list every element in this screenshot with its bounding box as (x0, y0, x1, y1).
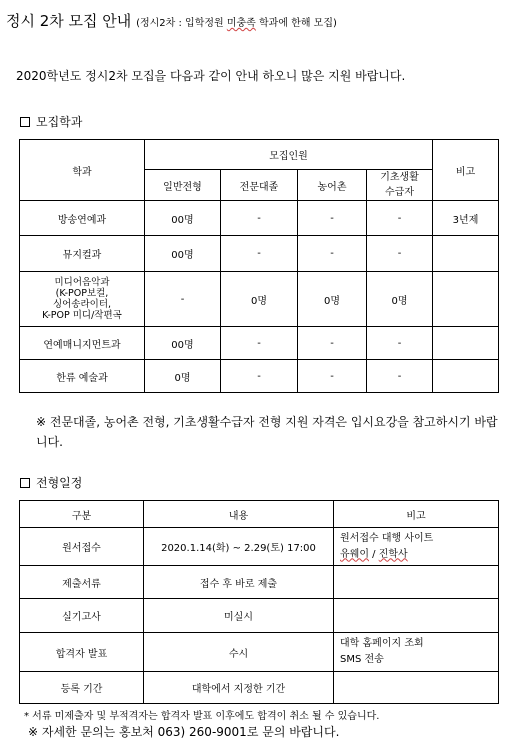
header-regular: 일반전형 (145, 170, 221, 201)
specialist-count: 0명 (221, 272, 298, 327)
table-row (20, 528, 499, 566)
specialist-count: - (221, 360, 298, 393)
footnote-disqualification: * 서류 미제출자 및 부적격자는 합격자 발표 이후에도 합격이 취소 될 수 있습니다. (24, 711, 380, 722)
schedule-category: 등록 기간 (20, 672, 144, 704)
welfare-count: 0명 (367, 272, 433, 327)
regular-count: 00명 (145, 236, 221, 272)
header-quota: 모집인원 (145, 140, 433, 170)
schedule-note: 원서접수 대행 사이트 유웨이 / 진학사 (334, 528, 499, 566)
departments-table (19, 139, 499, 393)
specialist-count: - (221, 201, 298, 236)
welfare-count: - (367, 327, 433, 360)
table-row (20, 201, 499, 236)
title-main: 정시 2차 모집 안내 (6, 12, 132, 30)
schedule-note: 대학 홈페이지 조회 SMS 전송 (334, 633, 499, 672)
header-rural: 농어촌 (298, 170, 367, 201)
section-heading-schedule: 전형일정 (20, 474, 82, 491)
table-row (20, 672, 499, 704)
table-row (20, 360, 499, 393)
rural-count: - (298, 327, 367, 360)
dept-name: 한류 예술과 (20, 360, 145, 393)
welfare-count: - (367, 236, 433, 272)
dept-name: 방송연예과 (20, 201, 145, 236)
table-row (20, 599, 499, 633)
row-note (433, 327, 499, 360)
schedule-note (334, 672, 499, 704)
schedule-content: 접수 후 바로 제출 (144, 566, 334, 599)
table-row (20, 633, 499, 672)
footnote-contact: ※ 자세한 문의는 홍보처 063) 260-9001로 문의 바랍니다. (28, 725, 340, 739)
checkbox-square-icon (20, 117, 30, 127)
section-heading-departments: 모집학과 (20, 113, 82, 130)
row-note (433, 236, 499, 272)
row-note: 3년제 (433, 201, 499, 236)
header-specialist: 전문대졸 (221, 170, 298, 201)
table-row (20, 236, 499, 272)
dept-name: 미디어음악과 (K-POP보컬, 싱어송라이터, K-POP 미디/작편곡 (20, 272, 145, 327)
schedule-content: 미실시 (144, 599, 334, 633)
header-category: 구분 (20, 501, 144, 528)
dept-name: 연예매니지먼트과 (20, 327, 145, 360)
header-welfare: 기초생활 수급자 (367, 170, 433, 201)
welfare-count: - (367, 201, 433, 236)
schedule-category: 합격자 발표 (20, 633, 144, 672)
schedule-category: 제출서류 (20, 566, 144, 599)
header-note: 비고 (433, 140, 499, 201)
rural-count: - (298, 236, 367, 272)
table-row (20, 566, 499, 599)
table-row (20, 272, 499, 327)
regular-count: - (145, 272, 221, 327)
schedule-content: 대학에서 지정한 기간 (144, 672, 334, 704)
regular-count: 00명 (145, 327, 221, 360)
specialist-count: - (221, 327, 298, 360)
regular-count: 00명 (145, 201, 221, 236)
schedule-category: 원서접수 (20, 528, 144, 566)
header-note: 비고 (334, 501, 499, 528)
intro-text: 2020학년도 정시2차 모집을 다음과 같이 안내 하오니 많은 지원 바랍니다. (16, 69, 406, 83)
regular-count: 0명 (145, 360, 221, 393)
checkbox-square-icon (20, 478, 30, 488)
table-row (20, 327, 499, 360)
rural-count: - (298, 360, 367, 393)
page-title (6, 10, 337, 31)
rural-count: 0명 (298, 272, 367, 327)
schedule-note (334, 599, 499, 633)
welfare-count: - (367, 360, 433, 393)
schedule-note (334, 566, 499, 599)
schedule-category: 실기고사 (20, 599, 144, 633)
title-subtitle: (정시2차 : 입학정원 미충족 학과에 한해 모집) (136, 18, 337, 29)
specialist-count: - (221, 236, 298, 272)
row-note (433, 360, 499, 393)
schedule-table (19, 500, 499, 704)
header-content: 내용 (144, 501, 334, 528)
schedule-content: 2020.1.14(화) ~ 2.29(토) 17:00 (144, 528, 334, 566)
rural-count: - (298, 201, 367, 236)
dept-name: 뮤지컬과 (20, 236, 145, 272)
eligibility-note: ※ 전문대졸, 농어촌 전형, 기초생활수급자 전형 지원 자격은 입시요강을 참고하시기 바랍니다. (36, 415, 498, 449)
schedule-content: 수시 (144, 633, 334, 672)
header-dept: 학과 (20, 140, 145, 201)
row-note (433, 272, 499, 327)
